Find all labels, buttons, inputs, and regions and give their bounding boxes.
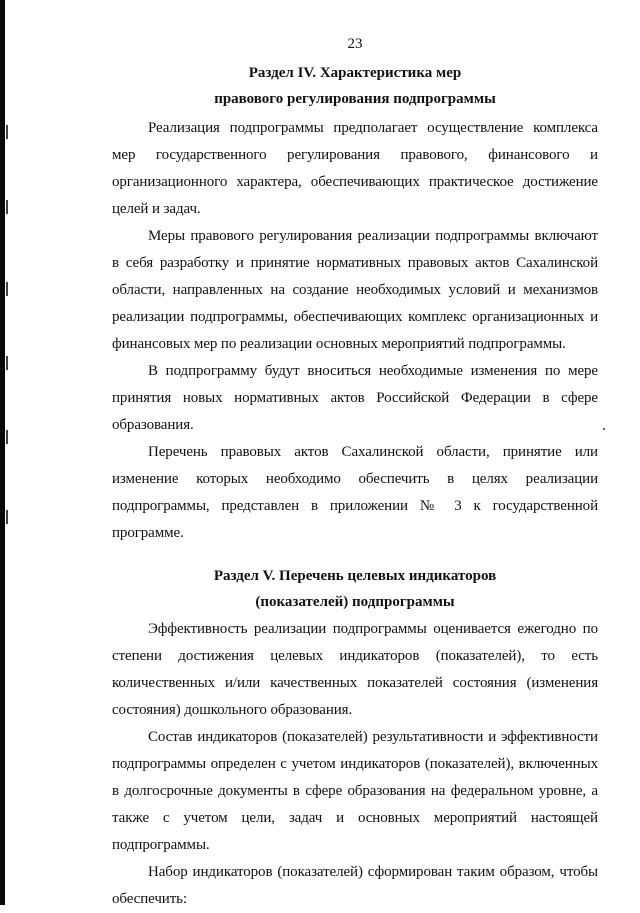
scan-mark xyxy=(6,430,8,444)
section-4-body xyxy=(112,115,598,547)
section-4-title-line-2: правового регулирования подпрограммы xyxy=(214,91,496,107)
scan-edge xyxy=(0,0,5,905)
paragraph: Состав индикаторов (показателей) результативности и эффективности подпрограммы определен с учетом индикаторов (показателей), включенных в долгосрочные документы в сфере образования на федеральном уровне, а также с учетом цели, задач и основных мероприятий настоящей подпрограммы. xyxy=(112,729,598,853)
document-page xyxy=(112,34,598,913)
paragraph: Эффективность реализации подпрограммы оценивается ежегодно по степени достижения целевых индикаторов (показателей), то есть количественных и/или качественных показателей состояния (изменения состояния) дошкольного образования. xyxy=(112,621,598,718)
paragraph: Меры правового регулирования реализации подпрограммы включают в себя разработку и принятие нормативных правовых актов Сахалинской области, направленных на создание необходимых условий и механизмов реализации подпрограммы, обеспечивающих комплекс организационных и финансовых мер по реализации основных мероприятий подпрограммы. xyxy=(112,228,598,352)
scan-mark xyxy=(6,125,8,139)
scan-mark xyxy=(6,510,8,524)
scan-speck xyxy=(603,428,605,430)
scan-mark xyxy=(6,356,8,370)
section-5-body xyxy=(112,616,598,913)
section-4-title-line-1: Раздел IV. Характеристика мер xyxy=(248,65,462,81)
paragraph: Реализация подпрограммы предполагает осуществление комплекса мер государственного регулирования правового, финансового и организационного характера, обеспечивающих практическое достижение целей и задач. xyxy=(112,120,598,217)
paragraph: Набор индикаторов (показателей) сформирован таким образом, чтобы обеспечить: xyxy=(112,864,598,907)
scan-mark xyxy=(6,282,8,296)
section-5-title-line-2: (показателей) подпрограммы xyxy=(255,594,455,610)
section-5-heading xyxy=(112,563,598,615)
section-4-heading xyxy=(112,60,598,112)
paragraph: Перечень правовых актов Сахалинской области, принятие или изменение которых необходимо обеспечить в целях реализации подпрограммы, представлен в приложении № 3 к государственной программе. xyxy=(112,444,598,541)
page-number: 23 xyxy=(347,36,363,52)
section-5-title-line-1: Раздел V. Перечень целевых индикаторов xyxy=(213,568,497,584)
scan-mark xyxy=(6,200,8,214)
paragraph: В подпрограмму будут вноситься необходимые изменения по мере принятия новых нормативных актов Российской Федерации в сфере образования. xyxy=(112,363,598,433)
